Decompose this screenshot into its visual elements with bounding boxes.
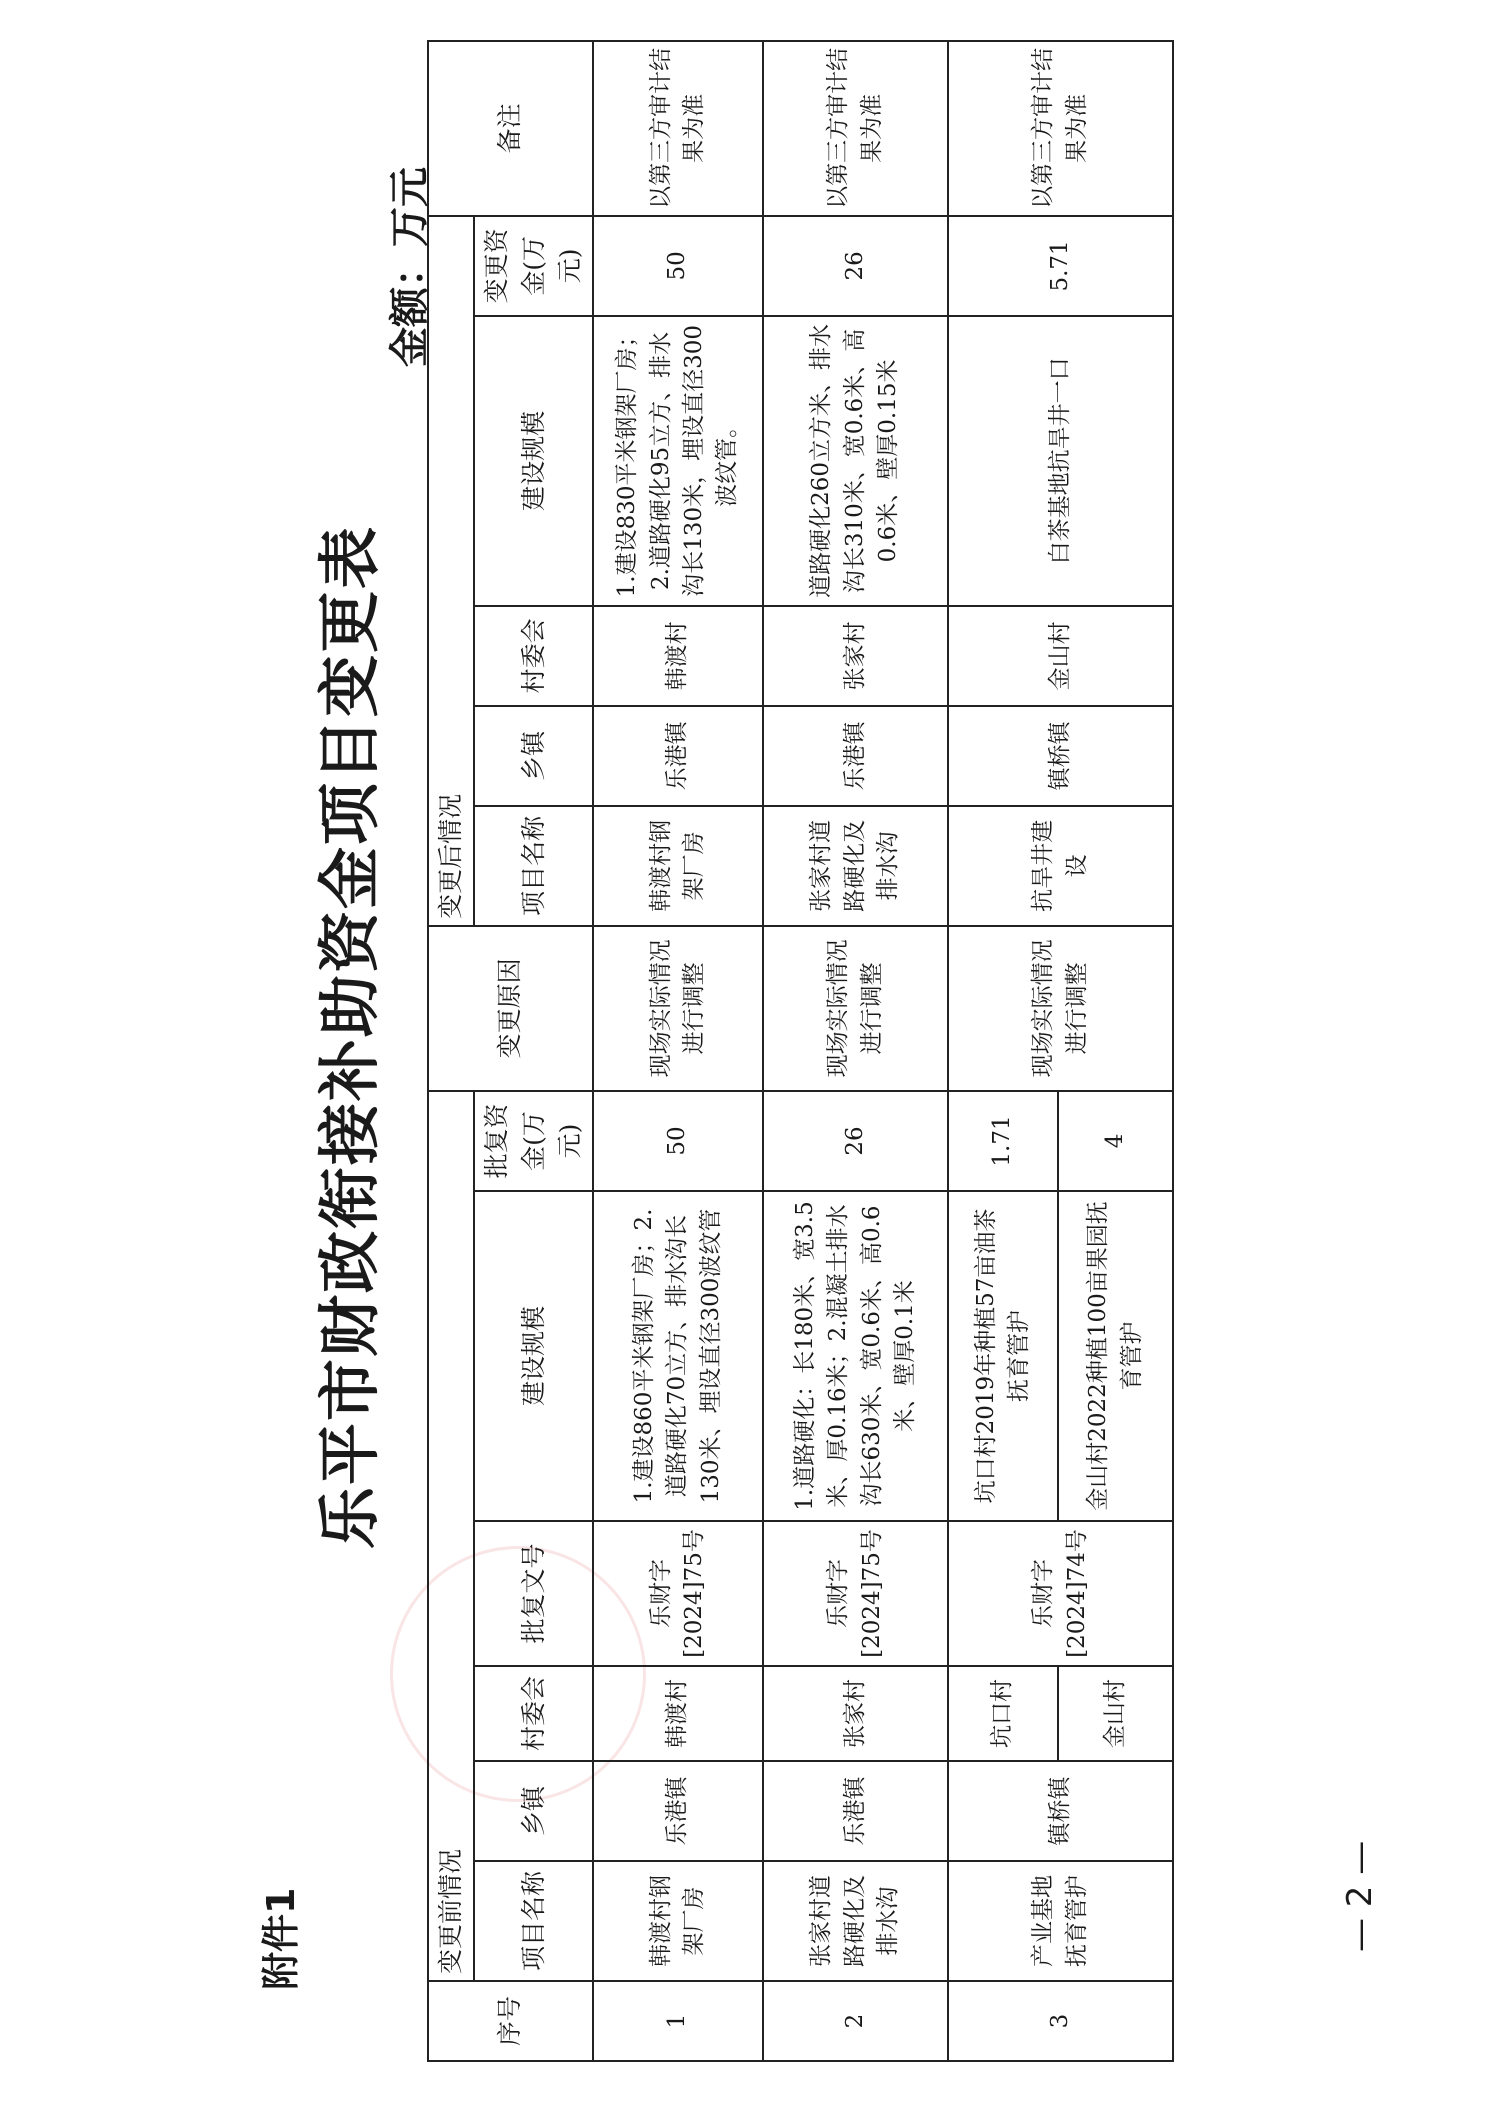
attachment-label: 附件1 <box>259 1887 303 1990</box>
cell-remark: 以第三方审计结果为准 <box>948 41 1173 216</box>
cell-approval-doc: 乐财字[2024]74号 <box>948 1521 1173 1666</box>
header-approval-doc: 批复文号 <box>474 1521 593 1666</box>
cell-after-scale: 1.建设830平米钢架厂房；2.道路硬化95立方、排水沟长130米，埋设直径300波纹管。 <box>593 316 763 606</box>
page-number: — 2 — <box>1340 1840 1380 1952</box>
cell-after-town: 镇桥镇 <box>948 706 1173 806</box>
cell-seq: 3 <box>948 1981 1173 2061</box>
header-after-group: 变更后情况 <box>428 216 474 926</box>
unit-label: 金额：万元 <box>387 167 433 367</box>
cell-changed-fund: 5.71 <box>948 216 1173 316</box>
cell-seq: 2 <box>763 1981 948 2061</box>
cell-before-village: 张家村 <box>763 1666 948 1761</box>
cell-before-village: 坑口村 <box>948 1666 1058 1761</box>
cell-after-project-name: 抗旱井建设 <box>948 806 1173 926</box>
cell-before-project-name: 韩渡村钢架厂房 <box>593 1861 763 1981</box>
cell-remark: 以第三方审计结果为准 <box>593 41 763 216</box>
cell-approved-fund: 50 <box>593 1091 763 1191</box>
table-row <box>593 41 763 2061</box>
header-before-town: 乡镇 <box>474 1761 593 1861</box>
header-after-village: 村委会 <box>474 606 593 706</box>
header-before-group: 变更前情况 <box>428 1091 474 1981</box>
header-before-scale: 建设规模 <box>474 1191 593 1521</box>
cell-before-scale: 坑口村2019年种植57亩油茶抚育管护 <box>948 1191 1058 1521</box>
cell-remark: 以第三方审计结果为准 <box>763 41 948 216</box>
table-row <box>948 41 1058 2061</box>
cell-before-town: 乐港镇 <box>763 1761 948 1861</box>
cell-approval-doc: 乐财字[2024]75号 <box>593 1521 763 1666</box>
header-group-row <box>428 41 474 2061</box>
cell-reason: 现场实际情况进行调整 <box>593 926 763 1091</box>
cell-reason: 现场实际情况进行调整 <box>763 926 948 1091</box>
cell-approved-fund: 4 <box>1058 1091 1173 1191</box>
cell-before-scale: 1.道路硬化：长180米、宽3.5米、厚0.16米；2.混凝土排水沟长630米、宽0.6米、高0.6米、壁厚0.1米 <box>763 1191 948 1521</box>
cell-changed-fund: 26 <box>763 216 948 316</box>
cell-changed-fund: 50 <box>593 216 763 316</box>
document-title: 乐平市财政衔接补助资金项目变更表 <box>313 525 386 1550</box>
cell-approved-fund: 26 <box>763 1091 948 1191</box>
cell-after-town: 乐港镇 <box>593 706 763 806</box>
cell-after-project-name: 韩渡村钢架厂房 <box>593 806 763 926</box>
header-after-project-name: 项目名称 <box>474 806 593 926</box>
header-approved-fund: 批复资金(万元) <box>474 1091 593 1191</box>
cell-before-project-name: 张家村道路硬化及排水沟 <box>763 1861 948 1981</box>
header-reason: 变更原因 <box>428 926 593 1091</box>
cell-before-project-name: 产业基地抚育管护 <box>948 1861 1173 1981</box>
header-before-project-name: 项目名称 <box>474 1861 593 1981</box>
header-before-village: 村委会 <box>474 1666 593 1761</box>
cell-after-scale: 白茶基地抗旱井一口 <box>948 316 1173 606</box>
header-after-scale: 建设规模 <box>474 316 593 606</box>
cell-before-town: 乐港镇 <box>593 1761 763 1861</box>
table-row <box>763 41 948 2061</box>
cell-before-town: 镇桥镇 <box>948 1761 1173 1861</box>
cell-after-village: 金山村 <box>948 606 1173 706</box>
cell-before-scale: 1.建设860平米钢架厂房；2.道路硬化70立方、排水沟长130米、埋设直径300波纹管 <box>593 1191 763 1521</box>
header-seq: 序号 <box>428 1981 593 2061</box>
cell-reason: 现场实际情况进行调整 <box>948 926 1173 1091</box>
change-table <box>427 40 1174 2062</box>
header-after-town: 乡镇 <box>474 706 593 806</box>
cell-before-village: 韩渡村 <box>593 1666 763 1761</box>
cell-after-town: 乐港镇 <box>763 706 948 806</box>
cell-seq: 1 <box>593 1981 763 2061</box>
cell-after-village: 张家村 <box>763 606 948 706</box>
header-changed-fund: 变更资金(万元) <box>474 216 593 316</box>
cell-approved-fund: 1.71 <box>948 1091 1058 1191</box>
cell-after-scale: 道路硬化260立方米、排水沟长310米、宽0.6米、高0.6米、壁厚0.15米 <box>763 316 948 606</box>
cell-before-scale: 金山村2022种植100亩果园抚育管护 <box>1058 1191 1173 1521</box>
cell-after-project-name: 张家村道路硬化及排水沟 <box>763 806 948 926</box>
cell-approval-doc: 乐财字[2024]75号 <box>763 1521 948 1666</box>
header-remark: 备注 <box>428 41 593 216</box>
cell-after-village: 韩渡村 <box>593 606 763 706</box>
cell-before-village: 金山村 <box>1058 1666 1173 1761</box>
